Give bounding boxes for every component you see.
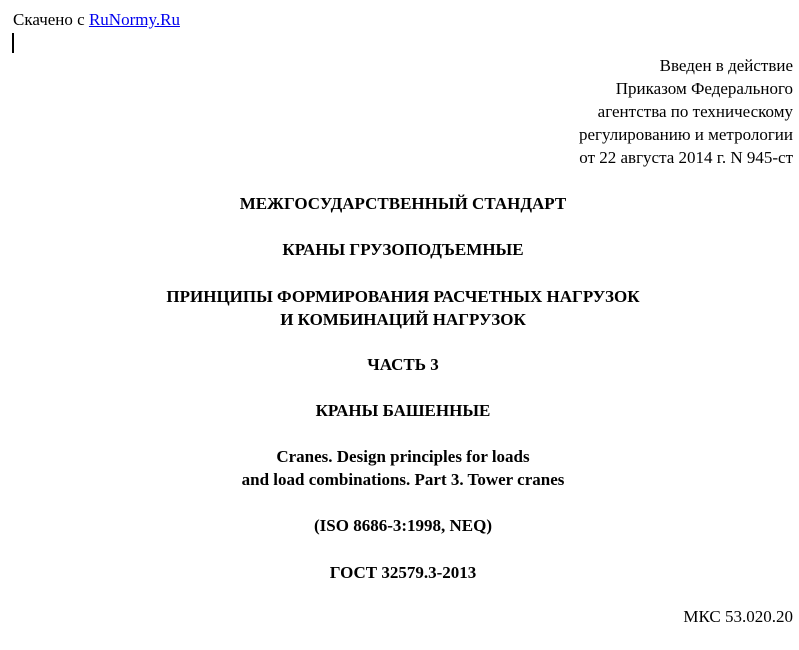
title-part bbox=[0, 353, 799, 376]
standard-type bbox=[0, 192, 799, 215]
iso-reference-text: (ISO 8686-3:1998, NEQ) bbox=[313, 516, 493, 535]
enactment-line: Введен в действие bbox=[659, 56, 793, 75]
subtitle-line: И КОМБИНАЦИЙ НАГРУЗОК bbox=[280, 310, 526, 329]
enactment-line: от 22 августа 2014 г. N 945-ст bbox=[579, 148, 793, 167]
iso-reference bbox=[0, 514, 799, 537]
enactment-block bbox=[579, 54, 793, 169]
source-line bbox=[13, 8, 180, 31]
gost-code bbox=[0, 561, 799, 584]
english-title-line: and load combinations. Part 3. Tower cranes bbox=[241, 470, 565, 489]
title-part-name bbox=[0, 399, 799, 422]
title-main bbox=[0, 238, 799, 261]
enactment-line: Приказом Федерального bbox=[615, 79, 793, 98]
text-cursor bbox=[12, 33, 14, 53]
title-main-text: КРАНЫ ГРУЗОПОДЪЕМНЫЕ bbox=[282, 240, 524, 259]
mks-code: МКС 53.020.20 bbox=[683, 607, 793, 626]
title-subtitle bbox=[0, 285, 799, 331]
gost-code-text: ГОСТ 32579.3-2013 bbox=[329, 563, 477, 582]
enactment-line: агентства по техническому bbox=[597, 102, 793, 121]
source-prefix: Скачено с bbox=[13, 10, 89, 29]
english-title bbox=[0, 445, 799, 491]
english-title-line: Cranes. Design principles for loads bbox=[276, 447, 530, 466]
standard-type-text: МЕЖГОСУДАРСТВЕННЫЙ СТАНДАРТ bbox=[239, 194, 567, 213]
part-text: ЧАСТЬ 3 bbox=[367, 355, 439, 374]
subtitle-line: ПРИНЦИПЫ ФОРМИРОВАНИЯ РАСЧЕТНЫХ НАГРУЗОК bbox=[166, 287, 640, 306]
enactment-line: регулированию и метрологии bbox=[578, 125, 793, 144]
part-name-text: КРАНЫ БАШЕННЫЕ bbox=[315, 401, 491, 420]
source-link[interactable]: RuNormy.Ru bbox=[88, 10, 180, 29]
